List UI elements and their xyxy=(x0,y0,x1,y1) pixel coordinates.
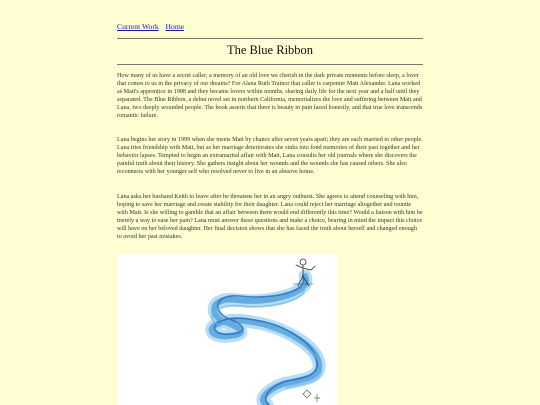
nav-link-current-work[interactable]: Current Work xyxy=(117,22,159,31)
title-divider-top xyxy=(117,38,423,39)
blue-ribbon-illustration xyxy=(117,254,337,405)
ribbon-drawing xyxy=(117,254,337,405)
paragraph-decision: Lana asks her husband Keith to leave after he threatens her in an angry outburst. She agrees to attend counseling with him, hoping to save her marriage and create stability for their daughter. Lana could reject her marriage altogether and reunite with Matt. Is she willing to gamble that an affair between them would end differently this time? Would a liaison with him be merely a way to ease her pain? Lana must answer these questions and make a choice, bearing in mind the impact this choice will have on her beloved daughter. Her final decision shows that she has faced the truth about herself and changed enough to avoid her past mistakes. xyxy=(117,194,423,240)
nav-link-home[interactable]: Home xyxy=(165,22,185,31)
paragraph-intro: How many of us have a secret caller, a memory of an old love we cherish in the dark private moments before sleep, a lover that comes to us in the privacy of our dreams? For Alana Ruth Trainor that caller is carpenter Matt Alexander. Lana worked as Matt's apprentice in 1988 and they became lovers within months, sharing daily life for the next year and a half until they separated. The Blue Ribbon, a debut novel set in northern California, memorializes the love and suffering between Matt and Lana, two deeply wounded people. The book asserts that there is beauty in pain faced honestly, and that true love transcends romantic failure. xyxy=(117,73,423,119)
paragraph-story-begins: Lana begins her story in 1999 when she meets Matt by chance after seven years apart; they are each married to other people. Lana tries friendship with Matt, but as her marriage deteriorates she sinks into fond memories of their past together and her behavior lapses. Tempted to begin an extramarital affair with Matt, Lana consults her old journals where she discovers the painful truth about their history. She gathers insight about her wounds and the wounds she has caused others. She also reconnects with her younger self who resolved never to live in an abusive home. xyxy=(117,137,423,175)
top-nav xyxy=(117,22,189,31)
page-title: The Blue Ribbon xyxy=(226,43,314,57)
title-divider-bottom xyxy=(117,64,423,65)
